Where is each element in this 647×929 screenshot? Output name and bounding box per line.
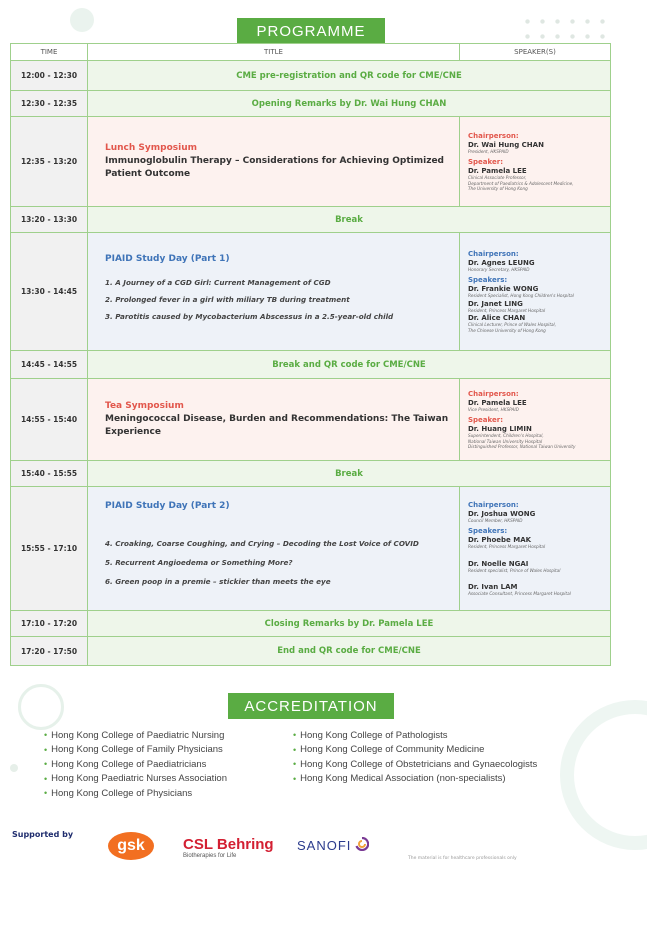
- table-row: [11, 461, 611, 487]
- session-cell: [88, 233, 460, 351]
- disclaimer-footnote: The material is for healthcare professionals only: [408, 856, 517, 861]
- speaker-name: Dr. Noelle NGAI: [468, 559, 529, 568]
- sanofi-name: SANOFI: [297, 838, 352, 853]
- accreditation-list-right: [293, 728, 537, 786]
- sanofi-swirl-icon: [355, 837, 369, 854]
- csl-tagline: Biotherapies for Life: [183, 853, 237, 859]
- speaker-desc: Department of Paediatrics & Adolescent Medicine,: [468, 180, 574, 186]
- time-cell: 15:40 - 15:55: [11, 461, 88, 487]
- table-row: [11, 233, 611, 351]
- agenda-title: CME pre-registration and QR code for CME/CNE: [88, 61, 611, 91]
- list-item: 1. A Journey of a CGD Girl: Current Management of CGD: [105, 278, 331, 287]
- table-row: [11, 91, 611, 117]
- chair-name: Dr. Joshua WONG: [468, 509, 536, 518]
- time-cell: 12:00 - 12:30: [11, 61, 88, 91]
- session-type: PIAID Study Day (Part 1): [105, 254, 230, 264]
- speaker-cell: [460, 117, 611, 207]
- talk-list: [105, 539, 449, 587]
- list-item: 3. Parotitis caused by Mycobacterium Abscessus in a 2.5-year-old child: [105, 312, 394, 321]
- speaker-desc: Resident, Princess Margaret Hospital: [468, 307, 546, 313]
- chair-desc: President, HKSPAID: [468, 148, 509, 154]
- accreditation-list-left: [44, 728, 227, 801]
- header-title: TITLE: [88, 44, 460, 61]
- speaker-label: Speaker:: [468, 158, 503, 166]
- session-cell: [88, 487, 460, 611]
- chair-name: Dr. Pamela LEE: [468, 398, 527, 407]
- speaker-label: Speaker:: [468, 416, 503, 424]
- list-item: • Hong Kong College of Obstetricians and Gynaecologists: [293, 757, 537, 772]
- table-row: [11, 351, 611, 379]
- agenda-title: Break: [88, 461, 611, 487]
- header-time: TIME: [11, 44, 88, 61]
- spacer: [468, 550, 606, 559]
- table-row: [11, 61, 611, 91]
- decor-circle: [70, 8, 94, 32]
- chair-desc: Honorary Secretary, HKSPAID: [468, 266, 530, 272]
- header-speaker: SPEAKER(S): [460, 44, 611, 61]
- table-row: [11, 611, 611, 637]
- chair-label: Chairperson:: [468, 389, 519, 398]
- list-item: • Hong Kong College of Pathologists: [293, 728, 537, 743]
- session-type: Tea Symposium: [105, 400, 184, 411]
- chair-name: Dr. Agnes LEUNG: [468, 258, 535, 267]
- speaker-desc: Resident, Princess Margaret Hospital: [468, 544, 546, 549]
- chair-label: Chairperson:: [468, 131, 519, 140]
- speakers-label: Speakers:: [468, 527, 508, 535]
- accreditation-heading: ACCREDITATION: [228, 693, 394, 719]
- speaker-cell: [460, 487, 611, 611]
- list-item: • Hong Kong College of Family Physicians: [44, 743, 227, 758]
- time-cell: 17:10 - 17:20: [11, 611, 88, 637]
- speaker-desc: Resident Specialist, Hong Kong Children's Hospital: [468, 293, 574, 299]
- supported-by-label: Supported by: [12, 830, 74, 839]
- time-cell: 15:55 - 17:10: [11, 487, 88, 611]
- list-item: • Hong Kong Medical Association (non-specialists): [293, 772, 537, 787]
- list-item: 4. Croaking, Coarse Coughing, and Crying – Decoding the Lost Voice of COVID: [105, 539, 419, 548]
- speaker-desc: The University of Hong Kong: [468, 186, 528, 191]
- list-item: 5. Recurrent Angioedema or Something More?: [105, 558, 293, 567]
- speaker-name: Dr. Pamela LEE: [468, 167, 527, 175]
- time-cell: 14:55 - 15:40: [11, 379, 88, 461]
- speaker-desc: The Chinese University of Hong Kong: [468, 327, 546, 333]
- session-title: Immunoglobulin Therapy – Considerations for Achieving Optimized Patient Outcome: [105, 155, 445, 179]
- speakers-label: Speakers:: [468, 276, 508, 285]
- chair-desc: Vice President, HKSPAID: [468, 406, 519, 412]
- chair-name: Dr. Wai Hung CHAN: [468, 140, 544, 149]
- session-cell: [88, 117, 460, 207]
- list-item: • Hong Kong College of Paediatricians: [44, 757, 227, 772]
- decor-ring: [18, 684, 64, 730]
- sanofi-logo: [297, 837, 369, 854]
- talk-list: [105, 278, 449, 322]
- list-item: • Hong Kong College of Community Medicine: [293, 743, 537, 758]
- time-cell: 12:30 - 12:35: [11, 91, 88, 117]
- session-title: Meningococcal Disease, Burden and Recommendations: The Taiwan Experience: [105, 413, 449, 437]
- spacer: [468, 573, 606, 582]
- list-item: 6. Green poop in a premie – stickier than meets the eye: [105, 577, 331, 586]
- agenda-title: Closing Remarks by Dr. Pamela LEE: [88, 611, 611, 637]
- agenda-title: Opening Remarks by Dr. Wai Hung CHAN: [88, 91, 611, 117]
- table-row: [11, 117, 611, 207]
- list-item: 2. Prolonged fever in a girl with miliary TB during treatment: [105, 295, 350, 304]
- list-item: • Hong Kong College of Physicians: [44, 786, 227, 801]
- chair-desc: Council Member, HKSPAID: [468, 517, 523, 523]
- chair-label: Chairperson:: [468, 249, 519, 258]
- agenda-title: Break and QR code for CME/CNE: [88, 351, 611, 379]
- list-item: • Hong Kong Paediatric Nurses Association: [44, 772, 227, 787]
- agenda-title: End and QR code for CME/CNE: [88, 637, 611, 666]
- session-cell: [88, 379, 460, 461]
- speaker-cell: [460, 379, 611, 461]
- speaker-desc: Clinical Associate Professor,: [468, 175, 527, 180]
- speaker-name: Dr. Huang LIMIN: [468, 425, 532, 433]
- speaker-desc: Resident specialist, Prince of Wales Hospital: [468, 567, 561, 573]
- speaker-desc: Distinguished Professor, National Taiwan University: [468, 444, 576, 449]
- list-item: • Hong Kong College of Paediatric Nursing: [44, 728, 227, 743]
- programme-heading: PROGRAMME: [237, 18, 385, 44]
- table-row: [11, 487, 611, 611]
- session-type: Lunch Symposium: [105, 142, 198, 153]
- speaker-desc: Superintendent, Children's Hospital,: [468, 433, 544, 438]
- time-cell: 17:20 - 17:50: [11, 637, 88, 666]
- speaker-desc: Clinical Lecturer, Prince of Wales Hospital,: [468, 322, 557, 328]
- time-cell: 13:30 - 14:45: [11, 233, 88, 351]
- table-row: [11, 379, 611, 461]
- decor-dot: [10, 764, 18, 772]
- session-type: PIAID Study Day (Part 2): [105, 501, 230, 511]
- gsk-logo: gsk: [108, 832, 154, 860]
- time-cell: 13:20 - 13:30: [11, 207, 88, 233]
- csl-name: CSL Behring: [183, 836, 274, 853]
- speaker-name: Dr. Phoebe MAK: [468, 536, 532, 544]
- speaker-desc: National Taiwan University Hospital: [468, 438, 543, 444]
- table-row: [11, 637, 611, 666]
- table-row: [11, 207, 611, 233]
- time-cell: 14:45 - 14:55: [11, 351, 88, 379]
- speaker-desc: Associate Consultant, Princess Margaret Hospital: [468, 591, 571, 596]
- programme-table: [10, 43, 611, 666]
- decor-arc: [560, 700, 647, 850]
- speaker-name: Dr. Frankie WONG: [468, 285, 539, 294]
- agenda-title: Break: [88, 207, 611, 233]
- chair-label: Chairperson:: [468, 500, 519, 509]
- speaker-name: Dr. Janet LING: [468, 299, 523, 308]
- speaker-name: Dr. Ivan LAM: [468, 583, 518, 591]
- time-cell: 12:35 - 13:20: [11, 117, 88, 207]
- speaker-name: Dr. Alice CHAN: [468, 314, 526, 323]
- table-header: [11, 44, 611, 61]
- csl-behring-logo: [183, 836, 274, 859]
- speaker-cell: [460, 233, 611, 351]
